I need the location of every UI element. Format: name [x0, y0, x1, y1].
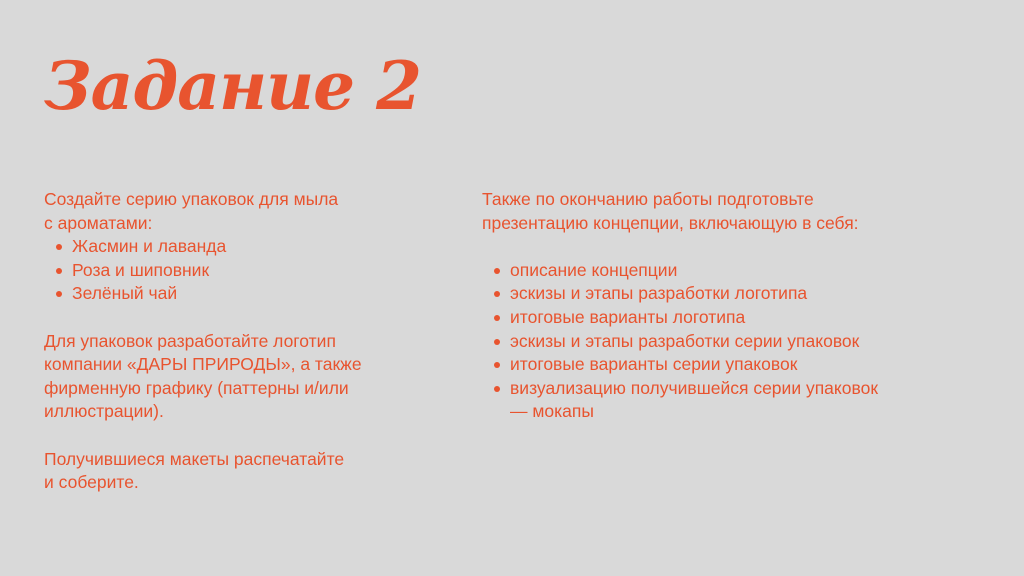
presentation-item: [494, 306, 982, 330]
logo-task-line: фирменную графику (паттерны и/или: [44, 377, 349, 398]
print-task-line: Получившиеся макеты распечатайте: [44, 448, 345, 469]
presentation-item-label: визуализацию получившейся серии упаковок: [510, 377, 878, 398]
spacer: [44, 424, 444, 448]
presentation-item: [494, 353, 982, 377]
aroma-item: [56, 259, 444, 283]
aroma-label: Роза и шиповник: [72, 259, 210, 280]
aroma-item: [56, 282, 444, 306]
presentation-items-list: [482, 259, 982, 424]
aroma-label: Жасмин и лаванда: [72, 236, 227, 257]
presentation-item: [494, 259, 982, 283]
presentation-item-label: — мокапы: [510, 401, 594, 422]
intro-line: Создайте серию упаковок для мыла: [44, 189, 339, 209]
presentation-intro-paragraph: [482, 188, 982, 235]
presentation-intro-line: презентацию концепции, включающую в себя:: [482, 212, 859, 233]
left-column: [44, 188, 444, 495]
presentation-item: [494, 282, 982, 306]
intro-paragraph: [44, 188, 444, 235]
presentation-item-label: эскизы и этапы разработки серии упаковок: [510, 330, 860, 351]
presentation-item: [494, 330, 982, 354]
aroma-item: [56, 235, 444, 259]
presentation-intro-line: Также по окончанию работы подготовьте: [482, 189, 814, 209]
aroma-label: Зелёный чай: [72, 283, 178, 304]
print-task-line: и соберите.: [44, 472, 139, 493]
spacer: [482, 235, 982, 259]
presentation-item-label: итоговые варианты логотипа: [510, 306, 746, 327]
presentation-item: [494, 377, 982, 424]
print-task-paragraph: [44, 448, 444, 495]
logo-task-line: Для упаковок разработайте логотип: [44, 330, 336, 351]
slide-title: Задание 2: [44, 47, 422, 125]
intro-line: с ароматами:: [44, 212, 153, 233]
logo-task-paragraph: [44, 330, 444, 424]
spacer: [44, 306, 444, 330]
logo-task-line: компании «ДАРЫ ПРИРОДЫ», а также: [44, 354, 362, 375]
aroma-list: [44, 235, 444, 306]
right-column: [482, 188, 982, 424]
presentation-item-label: итоговые варианты серии упаковок: [510, 354, 798, 375]
logo-task-line: иллюстрации).: [44, 401, 164, 422]
presentation-item-label: эскизы и этапы разработки логотипа: [510, 283, 808, 304]
presentation-item-label: описание концепции: [510, 259, 678, 280]
